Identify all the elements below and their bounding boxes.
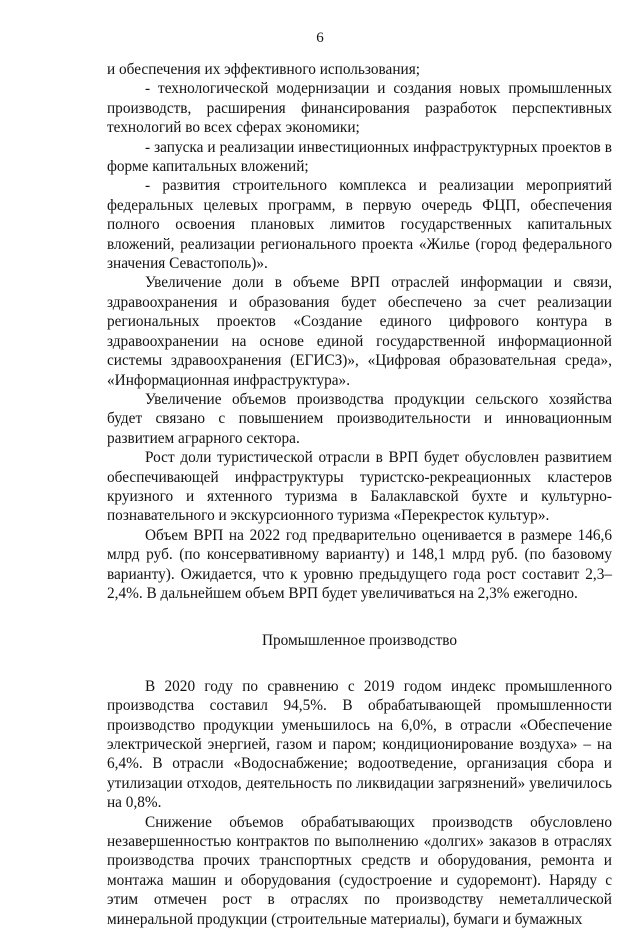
paragraph: В 2020 году по сравнению с 2019 годом индекс промышленного производства составил 94,5%. В обрабатывающей промышленности производство продукции уменьшилось на 6,0%, в отрасли «Обеспечение электрической энергией, газом и паром; кондиционирование воздуха» – на 6,4%. В отрасли «Водоснабжение; водоотведение, организация сбора и утилизации отходов, деятельность по ликвидации загрязнений» увеличилось на 0,8%. xyxy=(107,677,612,812)
section-heading: Промышленное производство xyxy=(261,632,458,650)
paragraph: Увеличение доли в объеме ВРП отраслей информации и связи, здравоохранения и образования будет обеспечено за счет реализации региональных проектов «Создание единого цифрового контура в здравоохранении на основе единой государственной информационной системы здравоохранения (ЕГИСЗ)», «Цифровая образовательная среда», «Информационная инфраструктура». xyxy=(107,274,612,389)
bullet-paragraph: - запуска и реализации инвестиционных инфраструктурных проектов в форме капитальных вложений; xyxy=(107,138,612,176)
paragraph: Рост доли туристической отрасли в ВРП будет обусловлен развитием обеспечивающей инфраструктуры туристско-рекреационных кластеров круизного и яхтенного туризма в Балаклавской бухте и культурно-познавательного и экскурсионного туризма «Перекресток культур». xyxy=(107,449,612,525)
paragraph: и обеспечения их эффективного использования; xyxy=(107,61,420,78)
paragraphs-after-heading xyxy=(107,677,612,929)
bullet-paragraph: - технологической модернизации и создания новых промышленных производств, расширения финансирования разработок перспективных технологий во всех сферах экономики; xyxy=(107,80,612,137)
body-text xyxy=(107,60,612,929)
paragraph: Снижение объемов обрабатывающих производств обусловлено незавершенностью контрактов по выполнению «долгих» заказов в отраслях производства прочих транспортных средств и оборудования, ремонта и монтажа машин и оборудования (судостроение и судоремонт). Наряду с этим отмечен рост в отраслях по производству неметаллической минеральной продукции (строительные материалы), бумаги и бумажных xyxy=(107,813,612,928)
paragraphs-before-heading xyxy=(107,60,612,603)
paragraph: Объем ВРП на 2022 год предварительно оценивается в размере 146,6 млрд руб. (по консервативному варианту) и 148,1 млрд руб. (по базовому варианту). Ожидается, что к уровню предыдущего года рост составит 2,3–2,4%. В дальнейшем объем ВРП будет увеличиваться на 2,3% ежегодно. xyxy=(107,526,612,602)
paragraph: Увеличение объемов производства продукции сельского хозяйства будет связано с повышением производительности и инновационным развитием аграрного сектора. xyxy=(107,390,612,447)
bullet-paragraph: - развития строительного комплекса и реализации мероприятий федеральных целевых программ, в первую очередь ФЦП, обеспечения полного освоения плановых лимитов государственных капитальных вложений, реализации регионального проекта «Жилье (город федерального значения Севастополь)». xyxy=(107,177,612,273)
page-number: 6 xyxy=(316,30,324,46)
